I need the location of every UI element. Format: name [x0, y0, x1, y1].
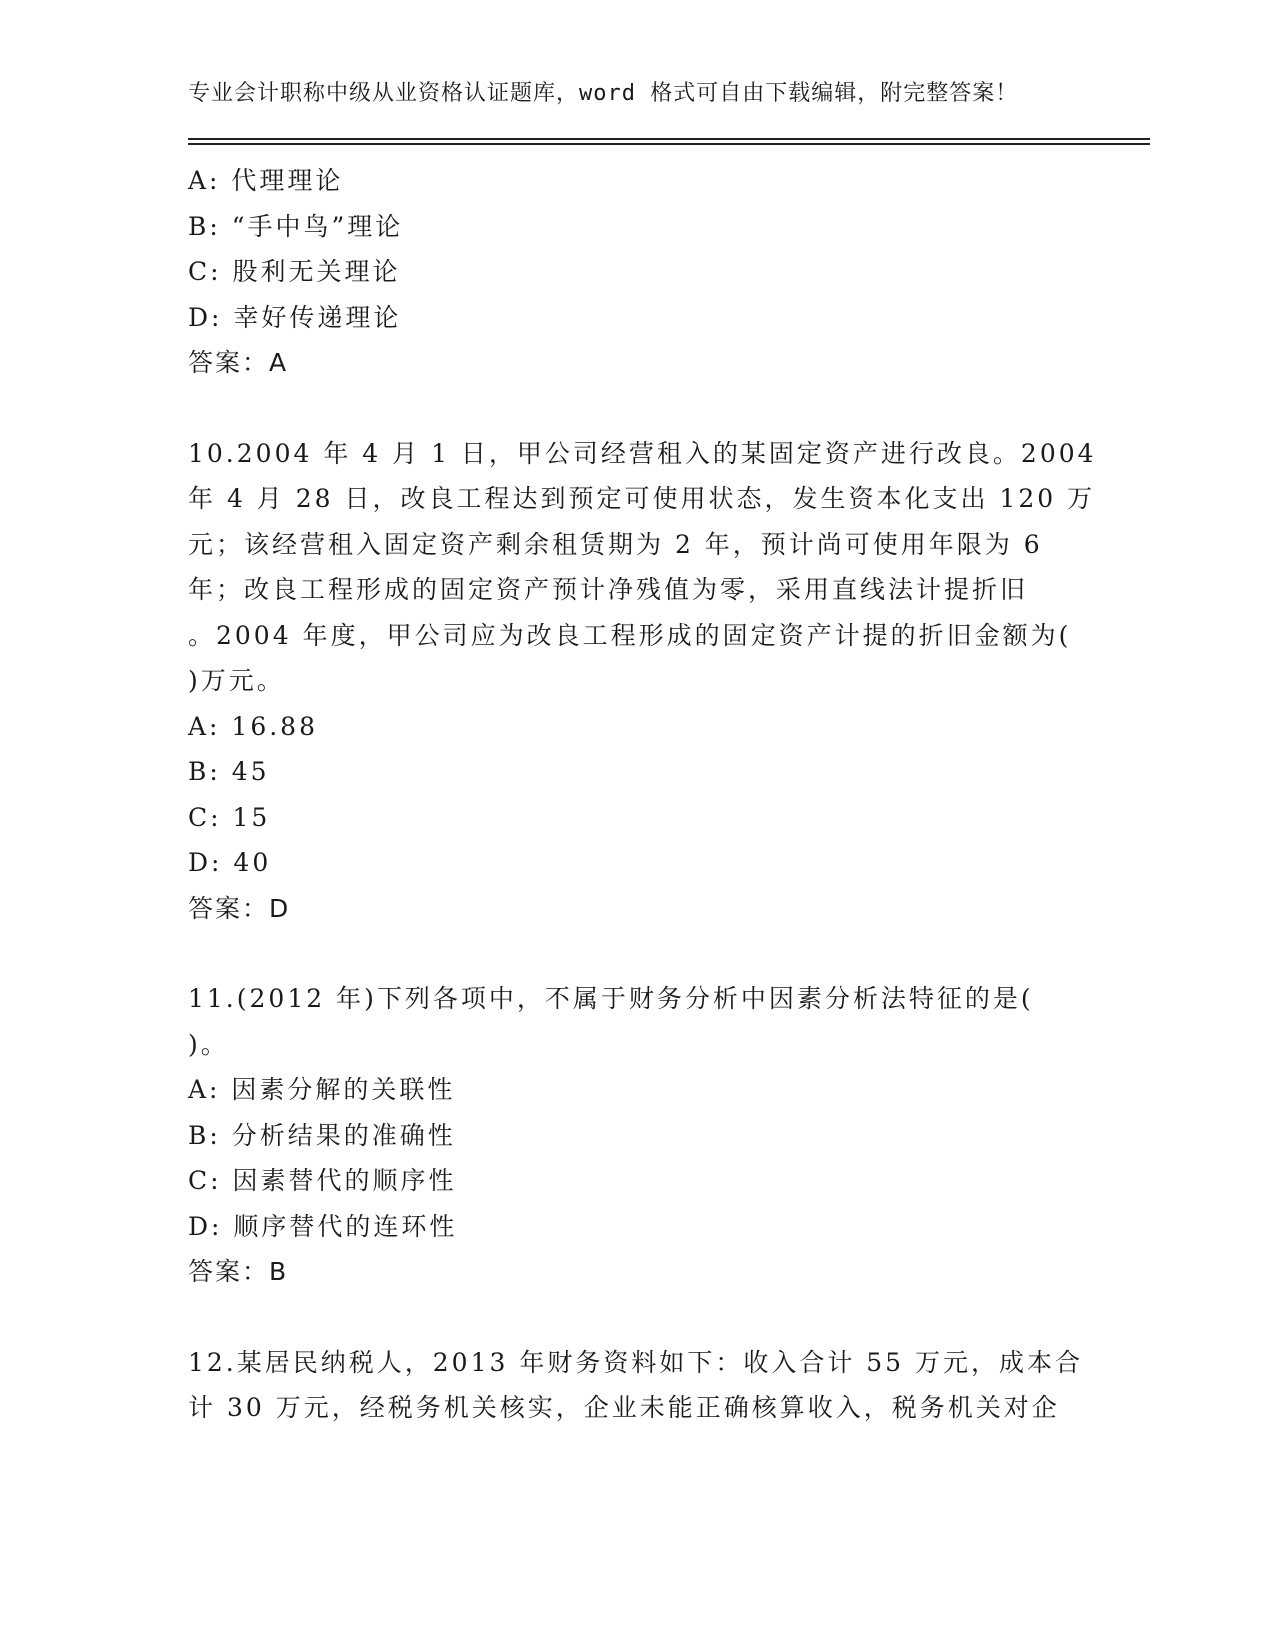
option-b: B: 45: [188, 757, 270, 786]
question-12: [188, 1340, 1084, 1431]
answer: 答案：B: [188, 1257, 289, 1286]
question-11: [188, 976, 1068, 1295]
question-text-line: )万元。: [188, 666, 285, 695]
option-d: D: 幸好传递理论: [188, 302, 402, 332]
question-text-line: 计 30 万元，经税务机关核实，企业未能正确核算收入，税务机关对企: [188, 1393, 1060, 1422]
answer: 答案：D: [188, 893, 291, 923]
option-d: D: 顺序替代的连环性: [188, 1211, 458, 1241]
option-c: C: 股利无关理论: [188, 257, 401, 286]
option-a: A: 16.88: [188, 711, 318, 741]
question-text-line: 元；该经营租入固定资产剩余租赁期为 2 年，预计尚可使用年限为 6: [188, 529, 1043, 559]
question-10: [188, 431, 1097, 932]
header-rule-bottom: [188, 143, 1150, 145]
question-9: [188, 158, 1068, 386]
question-text-line: 年；改良工程形成的固定资产预计净残值为零，采用直线法计提折旧: [188, 575, 1029, 604]
header-rule-top: [188, 138, 1150, 140]
question-text-line: 。2004 年度，甲公司应为改良工程形成的固定资产计提的折旧金额为(: [188, 620, 1072, 650]
option-a: A: 因素分解的关联性: [188, 1075, 456, 1104]
question-text-line: 12.某居民纳税人，2013 年财务资料如下：收入合计 55 万元，成本合: [188, 1347, 1084, 1377]
option-b: B: 分析结果的准确性: [188, 1120, 456, 1150]
option-a: A: 代理理论: [188, 166, 344, 195]
option-b: B: “手中鸟”理论: [188, 211, 404, 241]
question-text-line: 11.(2012 年)下列各项中，不属于财务分析中因素分析法特征的是(: [188, 984, 1034, 1013]
page-header: 专业会计职称中级从业资格认证题库，word 格式可自由下载编辑，附完整答案！: [188, 81, 1019, 106]
option-c: C: 因素替代的顺序性: [188, 1166, 457, 1195]
question-text-line: 年 4 月 28 日，改良工程达到预定可使用状态，发生资本化支出 120 万: [188, 484, 1096, 513]
answer: 答案：A: [188, 348, 289, 377]
question-content: [188, 158, 1097, 1431]
option-d: D: 40: [188, 848, 272, 877]
question-text-line: )。: [188, 1029, 229, 1059]
question-text-line: 10.2004 年 4 月 1 日，甲公司经营租入的某固定资产进行改良。2004: [188, 438, 1097, 468]
option-c: C: 15: [188, 802, 271, 832]
